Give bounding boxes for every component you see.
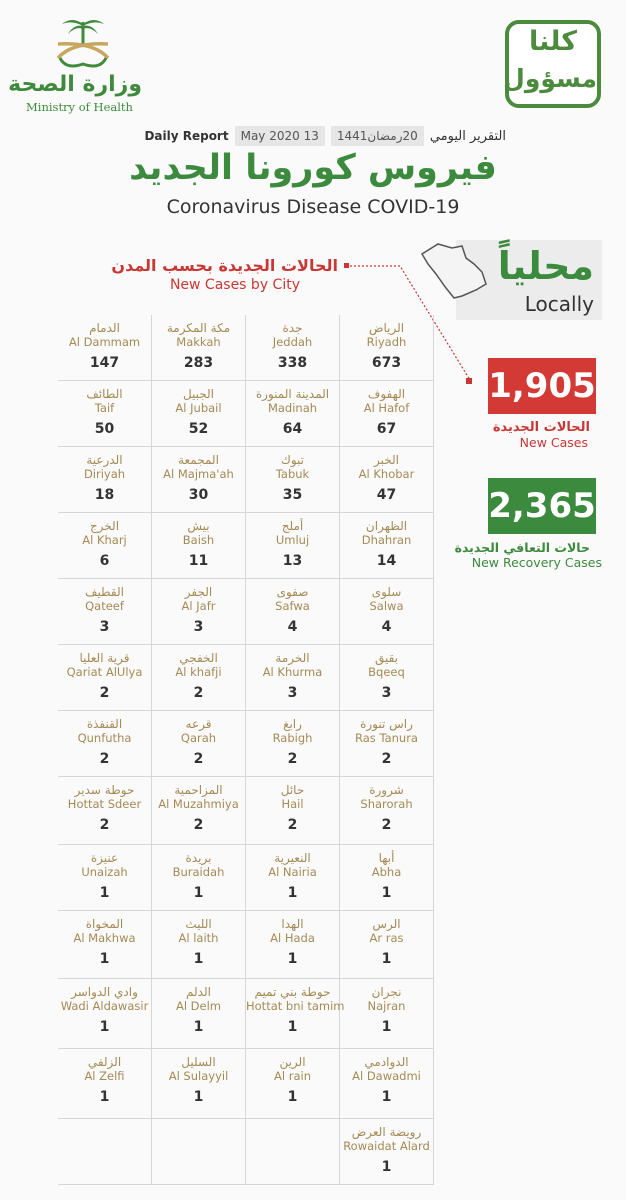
city-case-count: 30 [188,487,209,503]
city-name-english: Abha [371,865,402,879]
city-name-arabic: الخرمة [275,651,310,665]
city-name-english: Hottat bni tamim [246,999,345,1013]
city-name-english: Safwa [275,599,310,613]
city-cell [340,315,434,381]
city-name-english: Al Khurma [262,665,323,679]
city-case-count: 2 [99,685,110,701]
city-cell [340,447,434,513]
city-case-count: 4 [381,619,392,635]
city-name-arabic: شرورة [369,783,404,797]
city-name-arabic: الجبيل [182,387,215,401]
city-name-english: Al Zelfi [84,1069,125,1083]
city-case-count: 1 [287,1019,298,1035]
city-case-count: 18 [94,487,115,503]
city-name-english: Riyadh [366,335,407,349]
city-name-english: Al Delm [175,999,222,1013]
campaign-badge [505,20,601,108]
city-name-arabic: الخرج [89,519,120,533]
city-name-arabic: الجفر [184,585,213,599]
city-case-count: 47 [376,487,397,503]
city-name-arabic: النعيرية [274,851,311,865]
city-name-english: Al Kharj [82,533,127,547]
city-name-arabic: قرية العليا [79,651,130,665]
ministry-name-arabic: وزارة الصحة [8,72,142,97]
recovery-cases-count: 2,365 [488,478,596,534]
city-name-english: Hottat Sdeer [67,797,142,811]
city-name-arabic: قرعه [185,717,212,731]
city-name-arabic: رويضة العرض [351,1125,422,1139]
locally-label-arabic: محلياً [497,244,594,288]
city-name-english: Al Jubail [175,401,222,415]
city-cell [58,979,152,1049]
city-cell [246,579,340,645]
city-section-heading-english: New Cases by City [169,277,300,293]
city-name-arabic: الرس [372,917,401,931]
city-name-english: Umluj [275,533,310,547]
city-case-count: 1 [381,951,392,967]
city-cell [340,1119,434,1185]
city-name-english: Wadi Aldawasir [60,999,149,1013]
city-cell [152,579,246,645]
city-case-count: 2 [287,817,298,833]
city-name-arabic: الرياض [368,321,405,335]
city-cell [152,513,246,579]
city-name-english: Unaizah [81,865,128,879]
city-name-english: Al Sulayyil [168,1069,229,1083]
city-case-count: 2 [193,685,204,701]
city-name-english: Taif [94,401,115,415]
city-name-english: Madinah [267,401,318,415]
city-name-arabic: بيش [187,519,210,533]
city-case-count: 2 [99,817,110,833]
city-case-count: 338 [277,355,308,371]
city-case-count: 673 [371,355,402,371]
city-name-english: Al Jafr [181,599,216,613]
city-name-english: Ras Tanura [355,731,418,745]
city-name-english: Bqeeq [368,665,405,679]
empty-cell [58,1119,152,1185]
city-name-english: Al Khobar [358,467,415,481]
city-name-arabic: الدرعية [86,453,123,467]
city-name-arabic: الدلم [186,985,211,999]
city-cell [340,1049,434,1119]
city-name-english: Rowaidat Alard [343,1139,430,1153]
city-name-english: Al laith [178,931,219,945]
city-case-count: 14 [376,553,397,569]
city-name-english: Rabigh [272,731,313,745]
city-name-english: Qunfutha [77,731,132,745]
city-case-count: 1 [381,1159,392,1175]
city-case-count: 1 [381,1089,392,1105]
city-name-english: Al Majma'ah [163,467,234,481]
campaign-line-2: مسؤول [503,64,597,93]
city-name-arabic: رابغ [283,717,302,731]
city-case-count: 1 [287,885,298,901]
city-name-arabic: جدة [282,321,303,335]
city-cell [58,911,152,979]
city-cell [58,1049,152,1119]
city-case-count: 1 [193,1089,204,1105]
city-name-arabic: الدوادمي [364,1055,409,1069]
city-case-count: 3 [287,685,298,701]
city-name-arabic: الظهران [365,519,408,533]
city-cell [58,711,152,777]
city-case-count: 1 [99,885,110,901]
city-name-arabic: نجران [371,985,402,999]
city-name-english: Dhahran [361,533,412,547]
city-name-arabic: راس تنورة [360,717,413,731]
city-name-english: Al khafji [175,665,222,679]
city-name-english: Najran [367,999,406,1013]
city-name-arabic: القنفذة [86,717,123,731]
city-case-count: 2 [381,751,392,767]
palm-swords-emblem-icon [52,14,114,72]
city-cell [152,711,246,777]
city-cell [246,645,340,711]
city-case-count: 283 [183,355,214,371]
city-case-count: 1 [381,885,392,901]
city-name-english: Ar ras [369,931,404,945]
city-case-count: 13 [282,553,303,569]
city-name-english: Qarah [180,731,217,745]
city-case-count: 35 [282,487,303,503]
city-cell [340,579,434,645]
city-name-english: Jeddah [272,335,313,349]
city-case-count: 50 [94,421,115,437]
city-name-english: Al Muzahmiya [158,797,239,811]
city-name-arabic: سلوى [371,585,402,599]
city-case-count: 147 [89,355,120,371]
city-name-english: Buraidah [172,865,225,879]
city-name-arabic: الرين [279,1055,306,1069]
new-cases-label-english: New Cases [519,435,588,450]
city-case-count: 3 [99,619,110,635]
city-cell [152,315,246,381]
city-name-arabic: الهفوف [367,387,406,401]
city-section-heading-arabic: الحالات الجديدة بحسب المدن [111,256,338,275]
report-info [144,124,506,148]
city-cell [58,381,152,447]
recovery-label-english: New Recovery Cases [471,555,602,570]
city-case-count: 1 [99,1089,110,1105]
page-title-english: Coronavirus Disease COVID-19 [166,196,460,218]
city-name-arabic: الطائف [86,387,123,401]
report-label-english: Daily Report [144,129,229,143]
city-case-count: 1 [99,951,110,967]
city-case-count: 1 [99,1019,110,1035]
ministry-name-english: Ministry of Health [26,100,133,114]
city-name-arabic: السليل [181,1055,216,1069]
city-name-arabic: عنيزة [90,851,119,865]
report-label-arabic: التقرير اليومي [429,128,506,144]
city-cell [58,845,152,911]
empty-cell [152,1119,246,1185]
city-cell [340,513,434,579]
city-name-english: Baish [182,533,215,547]
city-name-english: Qariat AlUlya [66,665,143,679]
city-cell [152,845,246,911]
city-cell [246,315,340,381]
city-case-count: 1 [193,1019,204,1035]
city-case-count: 6 [99,553,110,569]
city-name-arabic: الليث [185,917,212,931]
empty-cell [246,1119,340,1185]
city-cell [340,381,434,447]
city-case-count: 1 [193,951,204,967]
report-date-gregorian: 13 May 2020 [235,126,325,146]
city-case-count: 1 [193,885,204,901]
city-cell [152,645,246,711]
city-cell [246,711,340,777]
city-name-arabic: مكة المكرمة [166,321,231,335]
city-case-count: 64 [282,421,303,437]
city-cell [58,579,152,645]
city-name-arabic: القطيف [85,585,124,599]
city-cell [246,777,340,845]
city-case-count: 11 [188,553,209,569]
city-name-arabic: تبوك [280,453,305,467]
city-cell [340,845,434,911]
city-cell [152,911,246,979]
city-cell [58,645,152,711]
city-name-arabic: صفوى [276,585,309,599]
city-case-count: 2 [287,751,298,767]
city-case-count: 1 [287,951,298,967]
city-cell [246,513,340,579]
city-cell [152,1049,246,1119]
city-cell [340,711,434,777]
city-name-english: Al Hada [270,931,315,945]
city-cell [58,513,152,579]
city-name-english: Al rain [274,1069,311,1083]
city-case-count: 2 [193,817,204,833]
city-case-count: 3 [381,685,392,701]
city-name-english: Al Makhwa [73,931,136,945]
city-name-arabic: الخبر [374,453,399,467]
city-name-arabic: حوطة سدير [74,783,135,797]
page-title-arabic: فيروس كورونا الجديد [129,148,497,188]
city-name-english: Al Nairia [268,865,317,879]
city-cell [152,777,246,845]
city-cell [152,447,246,513]
city-name-arabic: الزلفي [87,1055,122,1069]
city-case-count: 3 [193,619,204,635]
city-name-english: Al Dammam [68,335,141,349]
city-name-arabic: المزاحمية [174,783,223,797]
city-cell [58,315,152,381]
city-name-arabic: أملج [281,519,304,533]
city-name-english: Sharorah [360,797,413,811]
new-cases-label-arabic: الحالات الجديدة [492,420,590,435]
city-cell [58,777,152,845]
city-cell [340,645,434,711]
city-name-arabic: المخواة [85,917,124,931]
new-cases-count: 1,905 [488,358,596,414]
city-cell [340,979,434,1049]
city-case-count: 2 [99,751,110,767]
city-name-arabic: أبها [378,851,395,865]
city-case-count: 4 [287,619,298,635]
city-case-count: 1 [287,1089,298,1105]
city-name-english: Salwa [369,599,404,613]
city-cell [246,381,340,447]
city-cell [340,911,434,979]
recovery-label-arabic: حالات التعافي الجديدة [454,540,590,555]
city-cell [246,845,340,911]
city-name-arabic: حوطة بني تميم [254,985,331,999]
city-case-count: 2 [381,817,392,833]
city-cell [152,979,246,1049]
city-name-arabic: الخفجي [179,651,218,665]
campaign-line-1: كلنا [529,26,577,57]
ministry-logo [8,14,148,114]
city-name-english: Al Dawadmi [352,1069,421,1083]
city-name-arabic: حائل [280,783,305,797]
city-name-arabic: بريدة [185,851,212,865]
city-name-english: Qateef [85,599,124,613]
city-name-english: Diriyah [83,467,126,481]
city-cell [246,1049,340,1119]
city-case-count: 2 [193,751,204,767]
city-cell [246,447,340,513]
city-name-arabic: بقيق [374,651,399,665]
city-case-count: 1 [381,1019,392,1035]
city-name-arabic: وادي الدواسر [71,985,138,999]
report-date-hijri: 20رمضان1441 [331,126,424,146]
city-cell [152,381,246,447]
city-cell [340,777,434,845]
city-name-arabic: المدينة المنورة [255,387,330,401]
city-name-arabic: المجمعة [178,453,219,467]
city-cell [246,911,340,979]
city-cell [246,979,345,1049]
city-name-english: Makkah [176,335,221,349]
city-cell [58,447,152,513]
city-name-english: Al Hafof [363,401,410,415]
locally-label-english: Locally [524,292,594,316]
city-name-english: Hail [281,797,304,811]
city-case-count: 52 [188,421,209,437]
city-name-arabic: الهدا [281,917,304,931]
city-name-arabic: الدمام [89,321,120,335]
city-case-count: 67 [376,421,397,437]
city-name-english: Tabuk [275,467,310,481]
